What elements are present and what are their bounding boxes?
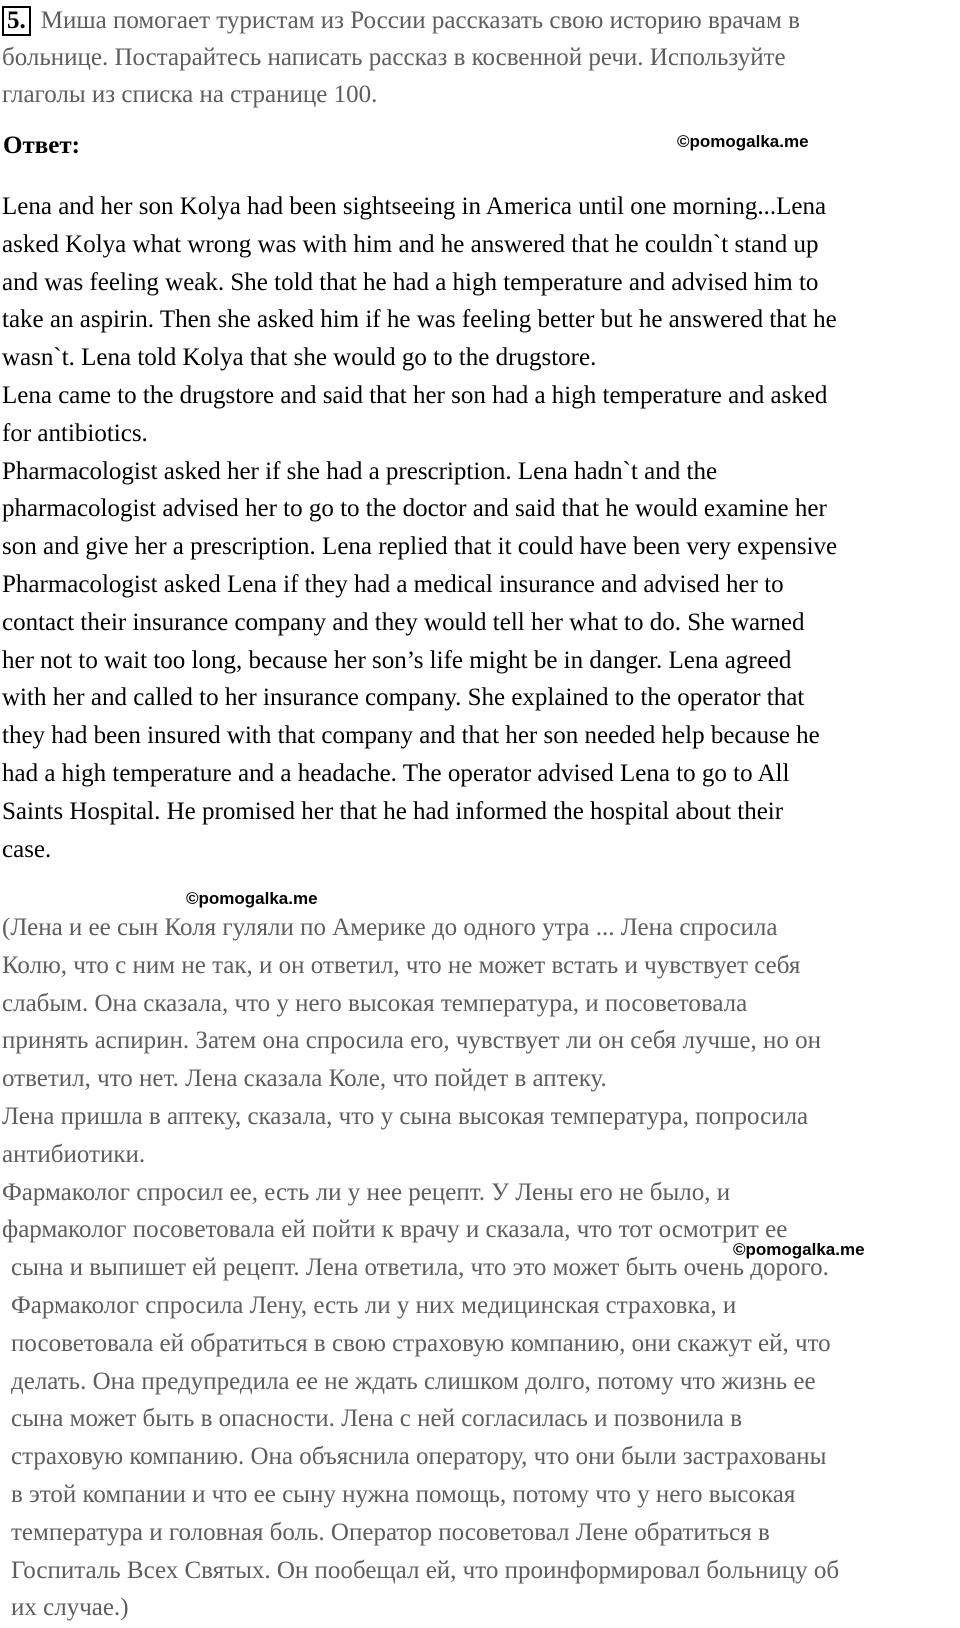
- text-line: антибиотики.: [2, 1140, 146, 1168]
- text-line: Госпиталь Всех Святых. Он пообещал ей, что проинформировал больницу об: [11, 1556, 840, 1584]
- watermark: ©pomogalka.me: [186, 889, 318, 908]
- text-line: Pharmacologist asked Lena if they had a medical insurance and advised her to: [2, 570, 784, 598]
- text-line: take an aspirin. Then she asked him if he was feeling better but he answered that he: [2, 306, 837, 334]
- text-line: Pharmacologist asked her if she had a prescription. Lena hadn`t and the: [2, 457, 718, 485]
- task-line: больнице. Постарайтесь написать рассказ в косвенной речи. Используйте: [2, 44, 786, 71]
- text-line: for antibiotics.: [2, 419, 148, 447]
- text-line: делать. Она предупредила ее не ждать слишком долго, потому что жизнь ее: [11, 1367, 816, 1395]
- text-line: Lena came to the drugstore and said that her son had a high temperature and asked: [2, 381, 828, 409]
- text-line: Lena and her son Kolya had been sightseeing in America until one morning...Lena: [2, 193, 827, 220]
- task-prompt: [2, 2, 937, 113]
- text-line: их случае.): [11, 1594, 129, 1622]
- text-line: посоветовала ей обратиться в свою страховую компанию, они скажут ей, что: [11, 1329, 831, 1357]
- text-line: сына и выпишет ей рецепт. Лена ответила, что это может быть очень дорого.: [11, 1254, 829, 1282]
- russian-translation-text: [2, 909, 952, 1627]
- text-line: had a high temperature and a headache. The operator advised Lena to go to All: [2, 759, 790, 787]
- english-answer-text: [2, 188, 942, 868]
- watermark: ©pomogalka.me: [733, 1240, 865, 1259]
- text-line: contact their insurance company and they would tell her what to do. She warned: [2, 608, 805, 636]
- text-line: and was feeling weak. She told that he had a high temperature and advised him to: [2, 268, 819, 296]
- text-line: Лена пришла в аптеку, сказала, что у сына высокая температура, попросила: [2, 1102, 809, 1130]
- text-line: Фармаколог спросил ее, есть ли у нее рецепт. У Лены его не было, и: [2, 1178, 731, 1206]
- text-line: they had been insured with that company and that her son needed help because he: [2, 722, 820, 750]
- text-line: в этой компании и что ее сыну нужна помощь, потому что у него высокая: [11, 1480, 796, 1508]
- task-number: 5.: [2, 6, 31, 36]
- text-line: case.: [2, 835, 52, 863]
- text-line: температура и головная боль. Оператор посоветовал Лене обратиться в: [11, 1518, 770, 1546]
- text-line: сына может быть в опасности. Лена с ней согласилась и позвонила в: [11, 1405, 743, 1433]
- text-line: wasn`t. Lena told Kolya that she would go to the drugstore.: [2, 344, 597, 372]
- text-line: страховую компанию. Она объяснила оператору, что они были застрахованы: [11, 1443, 827, 1471]
- text-line: слабым. Она сказала, что у него высокая температура, и посоветовала: [2, 989, 748, 1017]
- text-line: ответил, что нет. Лена сказала Коле, что пойдет в аптеку.: [2, 1065, 607, 1093]
- text-line: фармаколог посоветовала ей пойти к врачу и сказала, что тот осмотрит ее: [2, 1216, 788, 1244]
- text-line: pharmacologist advised her to go to the doctor and said that he would examine her: [2, 495, 827, 523]
- text-line: Saints Hospital. He promised her that he had informed the hospital about their: [2, 797, 784, 825]
- text-line: (Лена и ее сын Коля гуляли по Америке до одного утра ... Лена спросила: [2, 914, 778, 941]
- text-line: asked Kolya what wrong was with him and he answered that he couldn`t stand up: [2, 230, 819, 258]
- text-line: son and give her a prescription. Lena replied that it could have been very expensive: [2, 533, 838, 561]
- text-line: Фармаколог спросила Лену, есть ли у них медицинская страховка, и: [11, 1291, 737, 1319]
- text-line: Колю, что с ним не так, и он ответил, что не может встать и чувствует себя: [2, 951, 801, 979]
- text-line: with her and called to her insurance company. She explained to the operator that: [2, 684, 805, 712]
- answer-label: Ответ:: [3, 132, 80, 159]
- task-line: Миша помогает туристам из России рассказать свою историю врачам в: [40, 7, 800, 34]
- text-line: her not to wait too long, because her son’s life might be in danger. Lena agreed: [2, 646, 792, 674]
- task-line: глаголы из списка на странице 100.: [2, 81, 378, 108]
- watermark: ©pomogalka.me: [677, 132, 809, 151]
- text-line: принять аспирин. Затем она спросила его, чувствует ли он себя лучше, но он: [2, 1027, 821, 1055]
